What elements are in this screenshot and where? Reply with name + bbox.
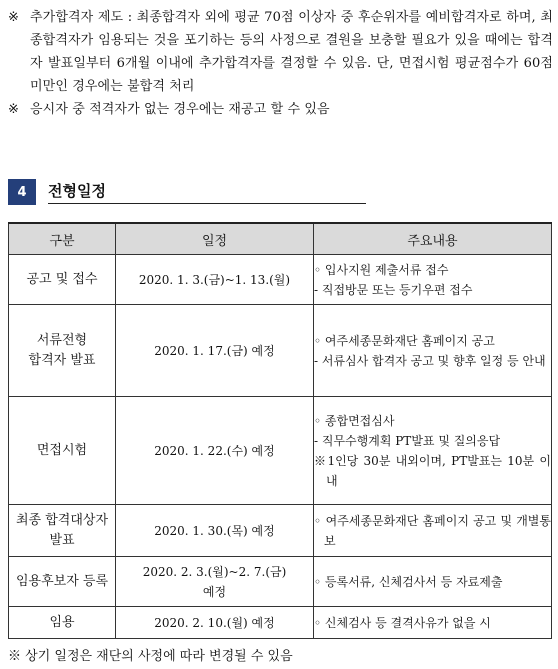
content-cell [314,255,552,305]
date-line: 2020. 1. 30.(목) 예정 [154,523,275,538]
section-title: 전형일정 [48,180,366,204]
note-mark: ※ [8,102,19,117]
category-cell [9,255,116,305]
date-cell [116,397,314,505]
content-line: ◦ 입사지원 제출서류 접수 [314,262,449,277]
category-cell [9,505,116,557]
date-line: 2020. 1. 3.(금)~1. 13.(월) [138,272,291,287]
footer-note: ※ 상기 일정은 재단의 사정에 따라 변경될 수 있음 [8,649,293,664]
table-row [9,557,552,607]
content-cell [314,607,552,639]
section-number: 4 [8,179,36,205]
table-row [9,607,552,639]
category-cell [9,557,116,607]
header-schedule: 일정 [116,223,314,255]
content-cell [314,557,552,607]
header-content: 주요내용 [314,223,552,255]
category-line: 최종 합격대상자 [15,512,109,528]
table-row [9,255,552,305]
table-row [9,305,552,397]
note-readvertise [8,98,553,121]
content-line: - 서류심사 합격자 공고 및 향후 일정 등 안내 [314,353,546,368]
category-line: 임용후보자 등록 [15,573,109,589]
date-cell [116,255,314,305]
content-cell [314,305,552,397]
note-mark: ※ [8,10,19,25]
content-line: ◦ 여주세종문화재단 홈페이지 공고 및 개별통보 [314,513,551,548]
schedule-table [8,222,552,639]
notes-block [8,6,553,121]
content-cell [314,505,552,557]
date-line: 2020. 2. 10.(월) 예정 [154,615,275,630]
note-text: 응시자 중 적격자가 없는 경우에는 재공고 할 수 있음 [30,102,330,117]
note-text: 추가합격자 제도 : 최종합격자 외에 평균 70점 이상자 중 후순위자를 예비합격자로 하며, 최종합격자가 임용되는 것을 포기하는 등의 사정으로 결원을 보충할 필요가 있을 때에는 합격자 발표일부터 6개월 이내에 추가합격자를 결정할 수 있음. 단, 면접시험 평균점수가 60점 미만인 경우에는 불합격 처리 [30,10,553,94]
date-cell [116,305,314,397]
date-line: 2020. 1. 17.(금) 예정 [154,343,275,358]
content-line: ◦ 등록서류, 신체검사서 등 자료제출 [314,574,503,589]
header-category: 구분 [9,223,116,255]
section-heading [8,179,366,205]
category-line: 임용 [49,614,75,630]
date-line: 2020. 2. 3.(월)~2. 7.(금) [142,564,287,579]
table-header-row [9,223,552,255]
content-line: - 직접방문 또는 등기우편 접수 [314,282,473,297]
content-line: ◦ 종합면접심사 [314,413,395,428]
note-additional-pass [8,6,553,98]
content-line: - 직무수행계획 PT발표 및 질의응답 [314,433,501,448]
category-cell [9,397,116,505]
category-line: 합격자 발표 [28,352,96,368]
content-line: ◦ 여주세종문화재단 홈페이지 공고 [314,333,495,348]
content-cell [314,397,552,505]
date-cell [116,557,314,607]
content-line: ※1인당 30분 내외이며, PT발표는 10분 이내 [314,453,551,488]
date-cell [116,505,314,557]
date-line: 2020. 1. 22.(수) 예정 [154,443,275,458]
category-cell [9,607,116,639]
table-row [9,397,552,505]
category-line: 공고 및 접수 [26,271,98,287]
date-line: 예정 [202,584,227,599]
table-row [9,505,552,557]
category-line: 발표 [49,532,75,548]
content-line: ◦ 신체검사 등 결격사유가 없을 시 [314,615,491,630]
category-line: 면접시험 [36,442,88,458]
category-cell [9,305,116,397]
category-line: 서류전형 [36,332,88,348]
date-cell [116,607,314,639]
